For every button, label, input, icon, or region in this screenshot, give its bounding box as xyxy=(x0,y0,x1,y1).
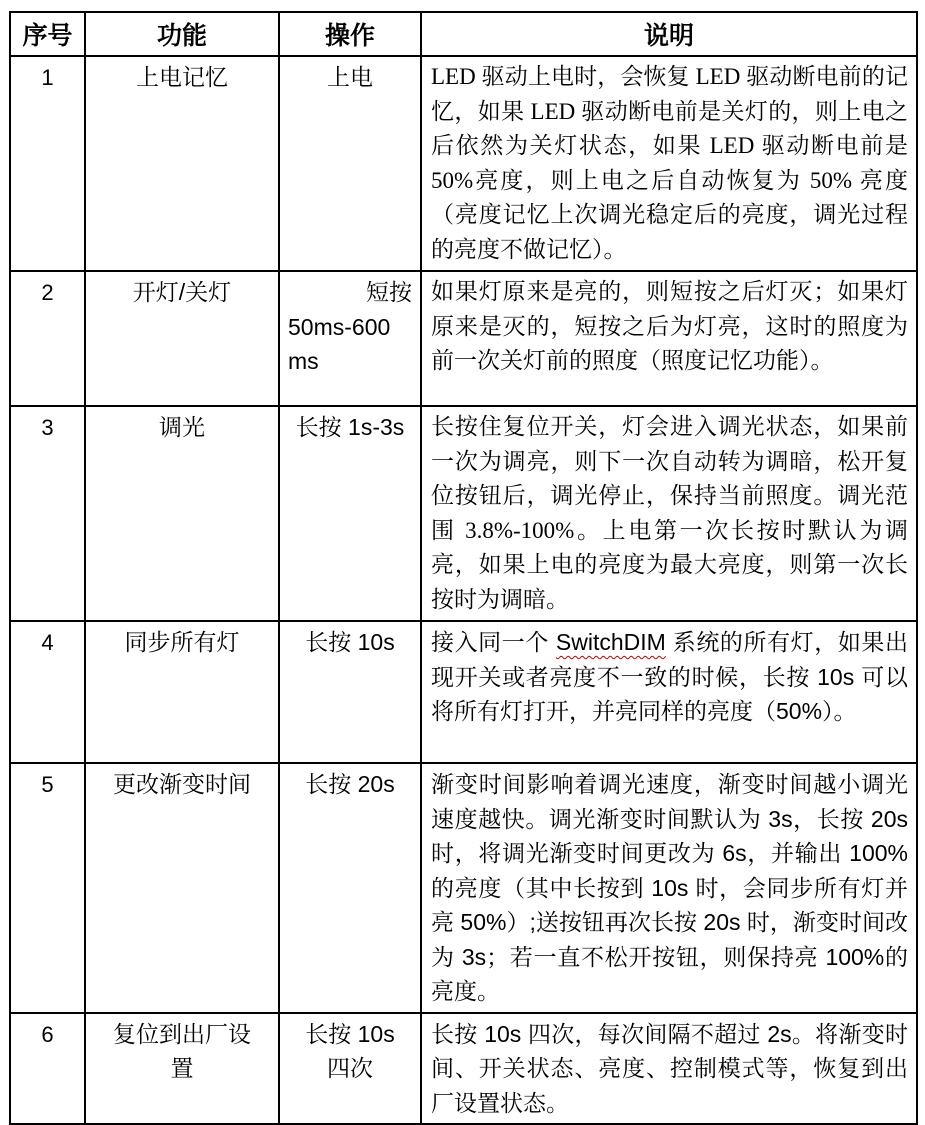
operation-cell xyxy=(279,621,421,763)
description-text: 长按 10s 四次，每次间隔不超过 2s。将渐变时间、开关状态、亮度、控制模式等，恢复到出厂设置状态。 xyxy=(431,1020,908,1116)
function-label: 上电记忆 xyxy=(136,64,228,90)
header-no: 序号 xyxy=(10,12,85,56)
description-text: 渐变时间影响着调光速度，渐变时间越小调光速度越快。调光渐变时间默认为 3s，长按 20s 时，将调光渐变时间更改为 6s，并输出 100%的亮度（其中长按到 10s 时，会同步所有灯并亮 50%）;送按钮再次长按 20s 时，渐变时间改为 3s；若一直不松开按钮，则保持亮 100%的亮度。 xyxy=(431,771,908,1004)
description-text-segment: 系统的所有灯，如果出现开关或者亮度不一致的时候，长按 10s 可以将所有灯打开，并亮同样的亮度（50%）。 xyxy=(431,629,909,724)
seq-cell: 1 xyxy=(10,56,85,271)
operation-label: 50ms-600 xyxy=(288,313,391,340)
spellcheck-word: SwitchDIM xyxy=(555,629,666,655)
function-label: 开灯/关灯 xyxy=(132,279,232,305)
seq-cell: 2 xyxy=(10,271,85,406)
function-label: 调光 xyxy=(159,414,205,440)
function-cell xyxy=(85,763,279,1013)
operation-label: 长按 10s xyxy=(305,629,395,655)
description-cell xyxy=(421,406,917,621)
function-label: 复位到出厂设 xyxy=(113,1020,251,1047)
table-row xyxy=(10,763,917,1013)
operation-cell xyxy=(279,271,421,406)
function-label: 同步所有灯 xyxy=(124,629,240,655)
operation-cell xyxy=(279,1013,421,1125)
operation-label: 短按 xyxy=(366,279,412,305)
header-function: 功能 xyxy=(85,12,279,56)
description-cell xyxy=(421,621,917,763)
function-cell xyxy=(85,406,279,621)
description-cell xyxy=(421,763,917,1013)
operation-label: 长按 10s xyxy=(305,1020,395,1047)
seq-cell: 4 xyxy=(10,621,85,763)
description-text: 如果灯原来是亮的，则短按之后灯灭；如果灯原来是灭的，短按之后为灯亮，这时的照度为前一次关灯前的照度（照度记忆功能）。 xyxy=(431,279,908,373)
description-text: 长按住复位开关，灯会进入调光状态，如果前一次为调亮，则下一次自动转为调暗，松开复位按钮后，调光停止，保持当前照度。调光范围 3.8%-100%。上电第一次长按时默认为调亮，如果上电的亮度为最大亮度，则第一次长按时为调暗。 xyxy=(431,414,908,612)
header-description: 说明 xyxy=(421,12,917,56)
seq-cell: 5 xyxy=(10,763,85,1013)
function-spec-table xyxy=(9,11,918,1125)
header-operation: 操作 xyxy=(279,12,421,56)
operation-label: 长按 20s xyxy=(305,771,395,797)
table-row xyxy=(10,56,917,271)
operation-cell xyxy=(279,763,421,1013)
description-text: LED 驱动上电时，会恢复 LED 驱动断电前的记忆，如果 LED 驱动断电前是关灯的，则上电之后依然为关灯状态，如果 LED 驱动断电前是 50%亮度，则上电之后自动恢复为 50% 亮度（亮度记忆上次调光稳定后的亮度，调光过程的亮度不做记忆）。 xyxy=(431,64,908,262)
seq-cell: 3 xyxy=(10,406,85,621)
table-row xyxy=(10,271,917,406)
seq-cell: 6 xyxy=(10,1013,85,1125)
function-label: 置 xyxy=(170,1055,194,1081)
header-row xyxy=(10,12,917,56)
description-text-segment: 接入同一个 xyxy=(431,629,556,655)
function-cell xyxy=(85,621,279,763)
description-text xyxy=(431,625,908,729)
function-cell xyxy=(85,1013,279,1125)
operation-cell xyxy=(279,406,421,621)
description-cell xyxy=(421,271,917,406)
function-label: 更改渐变时间 xyxy=(113,771,251,797)
function-cell xyxy=(85,56,279,271)
operation-label: ms xyxy=(288,348,319,374)
operation-label: 上电 xyxy=(327,64,373,90)
table-row xyxy=(10,621,917,763)
function-cell xyxy=(85,271,279,406)
operation-label: 四次 xyxy=(327,1055,373,1081)
table-row xyxy=(10,1013,917,1125)
table-row xyxy=(10,406,917,621)
description-cell xyxy=(421,1013,917,1125)
operation-label: 长按 1s-3s xyxy=(295,414,405,440)
operation-cell xyxy=(279,56,421,271)
description-cell xyxy=(421,56,917,271)
